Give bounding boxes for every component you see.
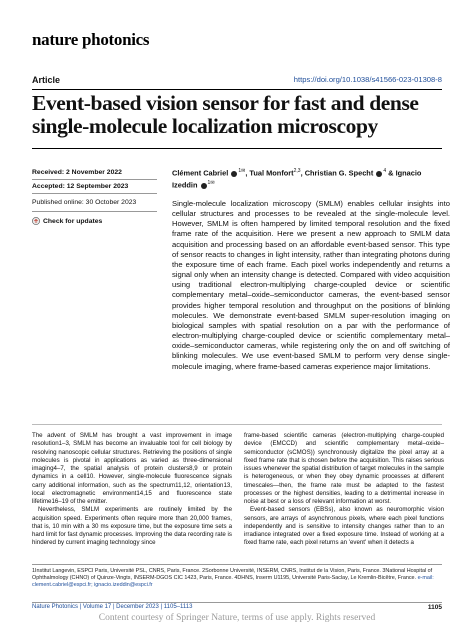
body-column-left: [32, 432, 232, 548]
body-column-right: [244, 432, 444, 548]
email-links[interactable]: e-mail: clement.cabriel@espci.fr; ignacio.izeddin@espci.fr: [32, 575, 434, 589]
affiliation-text: 1Institut Langevin, ESPCI Paris, Université PSL, CNRS, Paris, France. 2Sorbonne Université, INSERM, CNRS, Institut de la Vision, Paris, France. 3National Hospital of Ophthalmology (CHNO) of Quinze-Vingts, INSERM-DGOS CIC 1423, Paris, France. 4DHNS, Inserm U1195, Université Paris-Saclay, Le Kremlin-Bicêtre, France.: [32, 568, 433, 582]
affiliations: [32, 568, 442, 590]
article-title: Event-based vision sensor for fast and dense single-molecule localization microscopy: [32, 91, 419, 138]
abstract: Single-molecule localization microscopy (SMLM) enables cellular insights into cellular structures and processes to be revealed at the single-molecule level. However, SMLM is often hampered by limited temporal resolution and the fixed frame rate of the acquisition. Here we present a new approach to SMLM data acquisition and processing based on an affordable event-based sensor. This type of sensor reacts to changes in light intensity, rather than integrating photons during the exposure time of each frame. Each pixel works independently and returns a signal only when an intensity change is detected. Compared with video acquisition using traditional electron-multiplying charge-coupled device or scientific complementary metal–oxide–semiconductor cameras, the event-based sensor provides higher temporal resolution and throughput on the positions of blinking molecules. We demonstrate event-based SMLM super-resolution imaging on biological samples with spatial resolution on a par with the performance of electron-multiplying charge-coupled device or scientific complementary metal–oxide–semiconductor cameras, while registering only the on and off switching of blinking molecules. We use event-based SMLM to perform very dense single-molecule imaging, where frame-based cameras experience major limitations.: [172, 199, 450, 371]
body-paragraph: Event-based sensors (EBSs), also known as neuromorphic vision sensors, are arrays of asynchronous pixels, where each pixel functions independently and is sensitive to intensity changes rather than to an irradiance integrated over a fixed exposure time. Instead of working at a fixed frame rate, each pixel returns an 'event' when it detects a: [244, 506, 444, 547]
orcid-icon[interactable]: [231, 171, 237, 177]
body-paragraph: Nevertheless, SMLM experiments are routinely limited by the acquisition speed. Experiments often require more than 20,000 frames, that is, 10 min with a 30 ms exposure time, but the exposure time sets a hard limit for fast dynamic processes. Improving the data recording rate is hindered by current imaging technology since: [32, 506, 232, 547]
email-icon[interactable]: ✉: [210, 180, 215, 187]
header-rule: [32, 89, 442, 90]
received-date: Received: 2 November 2022: [32, 166, 157, 180]
affiliation-rule: [32, 564, 442, 565]
check-updates-icon: [32, 217, 40, 225]
affiliation-marker: 1: [207, 180, 211, 187]
orcid-icon[interactable]: [201, 183, 207, 189]
body-paragraph: frame-based scientific cameras (electron-multiplying charge-coupled device (EMCCD) and scientific complementary metal–oxide–semiconductor (sCMOS)) synchronously digitalize the pixel array at a fixed frame rate that is chosen before the acquisition. This raises serious issues whenever the spatial distribution of target molecules in the sample is heterogeneous, or when they obey dynamic processes at different timescales—then, the frame rate must be adapted to the fastest processes or the highest densities, leading to a detrimental increase in noise at best or a loss of relevant information at worst.: [244, 432, 444, 505]
email-icon[interactable]: ✉: [241, 168, 246, 174]
article-type: Article: [32, 75, 61, 85]
footer-rule: [32, 602, 442, 603]
author-name[interactable]: Clément Cabriel: [172, 168, 229, 178]
courtesy-notice: Content courtesy of Springer Nature, terms of use apply. Rights reserved: [98, 613, 376, 623]
abstract-rule: [32, 424, 442, 425]
check-updates-button[interactable]: [32, 212, 157, 225]
affiliation-marker: 1: [238, 168, 242, 174]
title-rule: [32, 148, 442, 149]
page-number: 1105: [427, 604, 442, 611]
author-name[interactable]: & Ignacio Izeddin: [172, 168, 422, 190]
orcid-icon[interactable]: [376, 171, 382, 177]
doi-link[interactable]: https://doi.org/10.1038/s41566-023-01308-8: [293, 75, 442, 84]
journal-name: nature photonics: [32, 30, 150, 49]
author-name[interactable]: , Christian G. Specht: [300, 168, 374, 178]
body-paragraph: The advent of SMLM has brought a vast improvement in image resolution1–3, SMLM has become an invaluable tool for cell biology by resolving nanoscopic cellular structures. Retrieving the positions of single molecules is pivotal in applications as varied as three-dimensional imaging4–7, the spatial analysis of protein clusters8,9 or protein dynamics in a cell10. However, single-molecule fluorescence signals carry additional information, such as the spectrum11,12, orientation13, local electromagnetic environment14,15 and fluorescence state lifetime16–19 of the emitter.: [32, 432, 232, 505]
published-date: Published online: 30 October 2023: [32, 194, 157, 212]
check-updates-label: Check for updates: [43, 217, 103, 225]
author-name[interactable]: , Tual Monfort: [245, 168, 294, 178]
dates-panel: [32, 166, 157, 225]
accepted-date: Accepted: 12 September 2023: [32, 180, 157, 194]
author-list: [172, 166, 447, 191]
affiliation-marker: 4: [383, 168, 387, 174]
affiliation-marker: 2,3: [293, 168, 301, 174]
footer-citation[interactable]: Nature Photonics | Volume 17 | December 2023 | 1105–1113: [32, 604, 193, 610]
